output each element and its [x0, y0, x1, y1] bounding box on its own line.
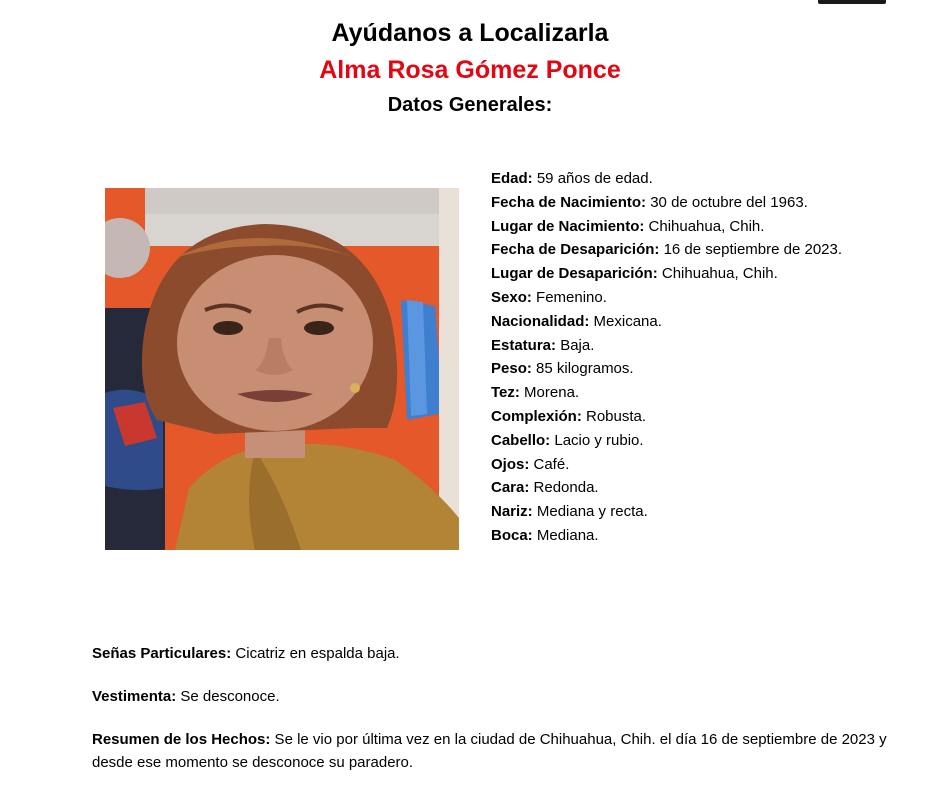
detail-height — [491, 334, 871, 358]
detail-label: Cabello: — [491, 431, 551, 449]
marks-value: Cicatriz en espalda baja. — [231, 645, 400, 662]
clothing — [92, 685, 892, 708]
detail-build — [491, 405, 871, 429]
detail-nationality — [491, 310, 871, 334]
detail-label: Complexión: — [491, 407, 582, 425]
detail-label: Cara: — [491, 479, 530, 497]
detail-value: Baja. — [556, 336, 595, 354]
detail-disappearance-date — [491, 238, 871, 262]
marks-label: Señas Particulares: — [92, 645, 232, 662]
detail-label: Tez: — [491, 384, 520, 402]
detail-label: Nacionalidad: — [491, 312, 590, 330]
facts-summary — [92, 728, 892, 774]
detail-eyes — [491, 453, 871, 477]
general-data-list — [491, 167, 871, 548]
detail-value: Mediana. — [532, 526, 599, 544]
person-photo — [105, 188, 459, 550]
detail-label: Nariz: — [491, 503, 533, 521]
detail-value: Femenino. — [531, 288, 607, 306]
detail-disappearance-place — [491, 262, 871, 286]
detail-value: Chihuahua, Chih. — [657, 265, 778, 283]
detail-label: Estatura: — [491, 336, 557, 354]
detail-birth-place — [491, 215, 871, 239]
detail-label: Edad: — [491, 170, 533, 187]
detail-value: 16 de septiembre de 2023. — [659, 241, 843, 259]
detail-value: Morena. — [519, 384, 580, 402]
detail-label: Lugar de Nacimiento: — [491, 217, 645, 235]
detail-label: Fecha de Desaparición: — [491, 241, 660, 259]
detail-value: 59 años de edad. — [532, 170, 653, 187]
detail-sex — [491, 286, 871, 310]
detail-value: Lacio y rubio. — [550, 431, 644, 449]
section-title: Datos Generales: — [387, 94, 553, 116]
summary-label: Resumen de los Hechos: — [92, 731, 271, 748]
distinguishing-marks — [92, 642, 892, 665]
detail-label: Ojos: — [491, 455, 530, 473]
detail-value: Redonda. — [529, 479, 599, 497]
person-name: Alma Rosa Gómez Ponce — [319, 56, 621, 84]
detail-label: Sexo: — [491, 288, 532, 306]
clothing-value: Se desconoce. — [176, 688, 280, 705]
detail-value: Café. — [529, 455, 570, 473]
detail-hair — [491, 429, 871, 453]
detail-age — [491, 167, 871, 191]
detail-face — [491, 476, 871, 500]
clothing-label: Vestimenta: — [92, 688, 177, 705]
page-title: Ayúdanos a Localizarla — [331, 19, 609, 47]
case-info — [92, 642, 892, 794]
detail-value: Chihuahua, Chih. — [644, 217, 765, 235]
detail-complexion-tone — [491, 381, 871, 405]
detail-value: Robusta. — [581, 407, 647, 425]
detail-label: Peso: — [491, 360, 532, 378]
summary-value: Se le vio por última vez en la ciudad de Chihuahua, Chih. el día 16 de septiembre de 2023 y desde ese momento se desconoce su paradero. — [92, 731, 887, 771]
detail-mouth — [491, 524, 871, 548]
page-header — [0, 16, 940, 120]
detail-birth-date — [491, 191, 871, 215]
detail-nose — [491, 500, 871, 524]
detail-value: Mediana y recta. — [532, 503, 648, 521]
corner-tab — [818, 0, 886, 4]
detail-value: 30 de octubre del 1963. — [646, 193, 808, 211]
detail-weight — [491, 357, 871, 381]
detail-label: Fecha de Nacimiento: — [491, 193, 647, 211]
detail-value: 85 kilogramos. — [531, 360, 634, 378]
detail-label: Lugar de Desaparición: — [491, 265, 658, 283]
detail-value: Mexicana. — [589, 312, 662, 330]
detail-label: Boca: — [491, 526, 533, 544]
